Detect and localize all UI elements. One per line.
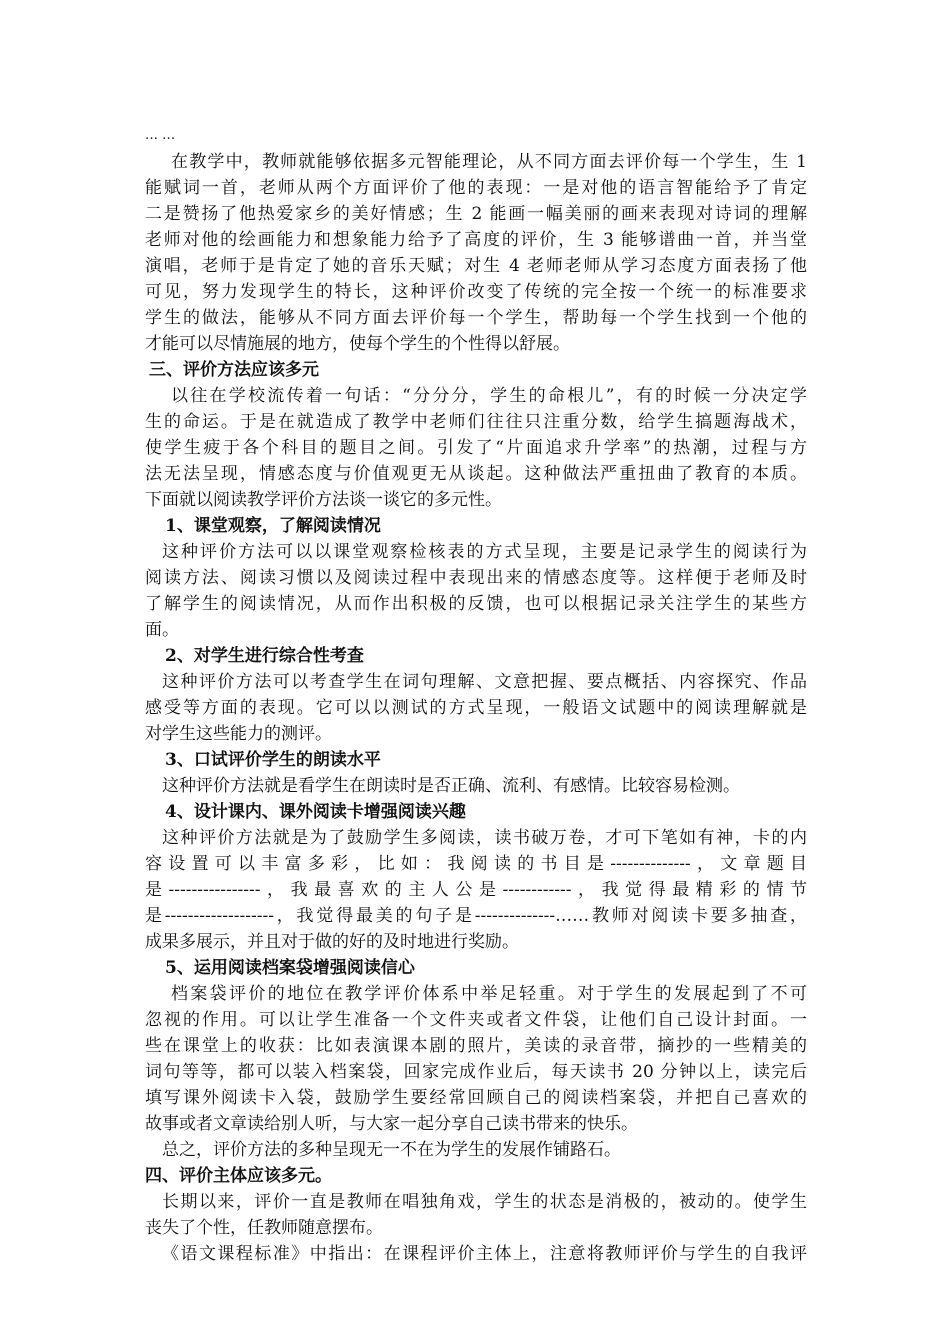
- text-line: 生的命运。于是在就造成了教学中老师们往往只注重分数，给学生搞题海战术，: [145, 412, 807, 432]
- section-heading: 4、设计课内、课外阅读卡增强阅读兴趣: [165, 802, 466, 822]
- text-line: 能赋词一首，老师从两个方面评价了他的表现：一是对他的语言智能给予了肯定: [145, 178, 807, 198]
- text-line: 档案袋评价的地位在教学评价体系中举足轻重。对于学生的发展起到了不可: [171, 984, 807, 1004]
- section-heading: 3、口试评价学生的朗读水平: [165, 750, 381, 770]
- text-line: 《语文课程标准》中指出：在课程评价主体上，注意将教师评价与学生的自我评: [162, 1244, 807, 1264]
- section-heading: 三、评价方法应该多元: [149, 360, 319, 380]
- text-line: 这种评价方法可以考查学生在词句理解、文意把握、要点概括、内容探究、作品: [162, 672, 807, 692]
- section-heading: 四、评价主体应该多元。: [145, 1166, 332, 1186]
- text-line: 词句等等，都可以装入档案袋，回家完成作业后，每天读书 20 分钟以上，读完后: [145, 1062, 807, 1082]
- text-line: 长期以来，评价一直是教师在唱独角戏，学生的状态是消极的，被动的。使学生: [162, 1192, 807, 1212]
- document-page: [145, 123, 807, 1267]
- text-line: 下面就以阅读教学评价方法谈一谈它的多元性。: [145, 490, 502, 510]
- text-line: 以往在学校流传着一句话：“分分分，学生的命根儿”，有的时候一分决定学: [171, 386, 807, 406]
- section-heading: 5、运用阅读档案袋增强阅读信心: [165, 958, 415, 978]
- text-line: 是----------------，我最喜欢的主人公是------------，我觉得最精彩的情节: [145, 880, 807, 900]
- text-line: 成果多展示，并且对于做的好的及时地进行奖励。: [145, 932, 519, 952]
- text-line: 丧失了个性，任教师随意摆布。: [145, 1218, 383, 1238]
- text-line: 学生的做法，能够从不同方面去评价每一个学生，帮助每一个学生找到一个他的: [145, 308, 807, 328]
- text-line: 感受等方面的表现。它可以以测试的方式呈现，一般语文试题中的阅读理解就是: [145, 698, 807, 718]
- text-line: 故事或者文章读给别人听，与大家一起分享自己读书带来的快乐。: [145, 1114, 638, 1134]
- text-line: 二是赞扬了他热爱家乡的美好情感；生 2 能画一幅美丽的画来表现对诗词的理解: [145, 204, 807, 224]
- text-line: 了解学生的阅读情况，从而作出积极的反馈，也可以根据记录关注学生的某些方: [145, 594, 807, 614]
- text-line: 是-------------------，我觉得最美的句子是--------------……教师对阅读卡要多抽查，: [145, 906, 807, 926]
- text-line: 面。: [145, 620, 179, 640]
- text-line: 阅读方法、阅读习惯以及阅读过程中表现出来的情感态度等。这样便于老师及时: [145, 568, 807, 588]
- text-line: 可见，努力发现学生的特长，这种评价改变了传统的完全按一个统一的标准要求: [145, 282, 807, 302]
- section-heading: 2、对学生进行综合性考查: [165, 646, 364, 666]
- text-line: 填写课外阅读卡入袋，鼓励学生要经常回顾自己的阅读档案袋，并把自己喜欢的: [145, 1088, 807, 1108]
- text-line: 总之，评价方法的多种呈现无一不在为学生的发展作铺路石。: [162, 1140, 621, 1160]
- text-line: 这种评价方法就是看学生在朗读时是否正确、流利、有感情。比较容易检测。: [162, 776, 740, 796]
- text-line: 容设置可以丰富多彩，比如：我阅读的书目是--------------，文章题目: [145, 854, 807, 874]
- text-line: 演唱，老师于是肯定了她的音乐天赋；对生 4 老师老师从学习态度方面表扬了他: [145, 256, 807, 276]
- text-line: 老师对他的绘画能力和想象能力给予了高度的评价，生 3 能够谱曲一首，并当堂: [145, 230, 807, 250]
- text-line: 这种评价方法就是为了鼓励学生多阅读，读书破万卷，才可下笔如有神，卡的内: [162, 828, 807, 848]
- text-line: 使学生疲于各个科目的题目之间。引发了“片面追求升学率”的热潮，过程与方: [145, 438, 807, 458]
- section-heading: 1、课堂观察，了解阅读情况: [165, 516, 381, 536]
- text-line: … …: [145, 128, 176, 143]
- text-line: 在教学中，教师就能够依据多元智能理论，从不同方面去评价每一个学生，生 1: [171, 152, 807, 172]
- text-line: 些在课堂上的收获：比如表演课本剧的照片，美读的录音带，摘抄的一些精美的: [145, 1036, 807, 1056]
- text-line: 对学生这些能力的测评。: [145, 724, 332, 744]
- text-line: 这种评价方法可以以课堂观察检核表的方式呈现，主要是记录学生的阅读行为: [162, 542, 807, 562]
- text-line: 才能可以尽情施展的地方，使每个学生的个性得以舒展。: [145, 334, 570, 354]
- text-line: 忽视的作用。可以让学生准备一个文件夹或者文件袋，让他们自己设计封面。一: [145, 1010, 807, 1030]
- text-line: 法无法呈现，情感态度与价值观更无从谈起。这种做法严重扭曲了教育的本质。: [145, 464, 807, 484]
